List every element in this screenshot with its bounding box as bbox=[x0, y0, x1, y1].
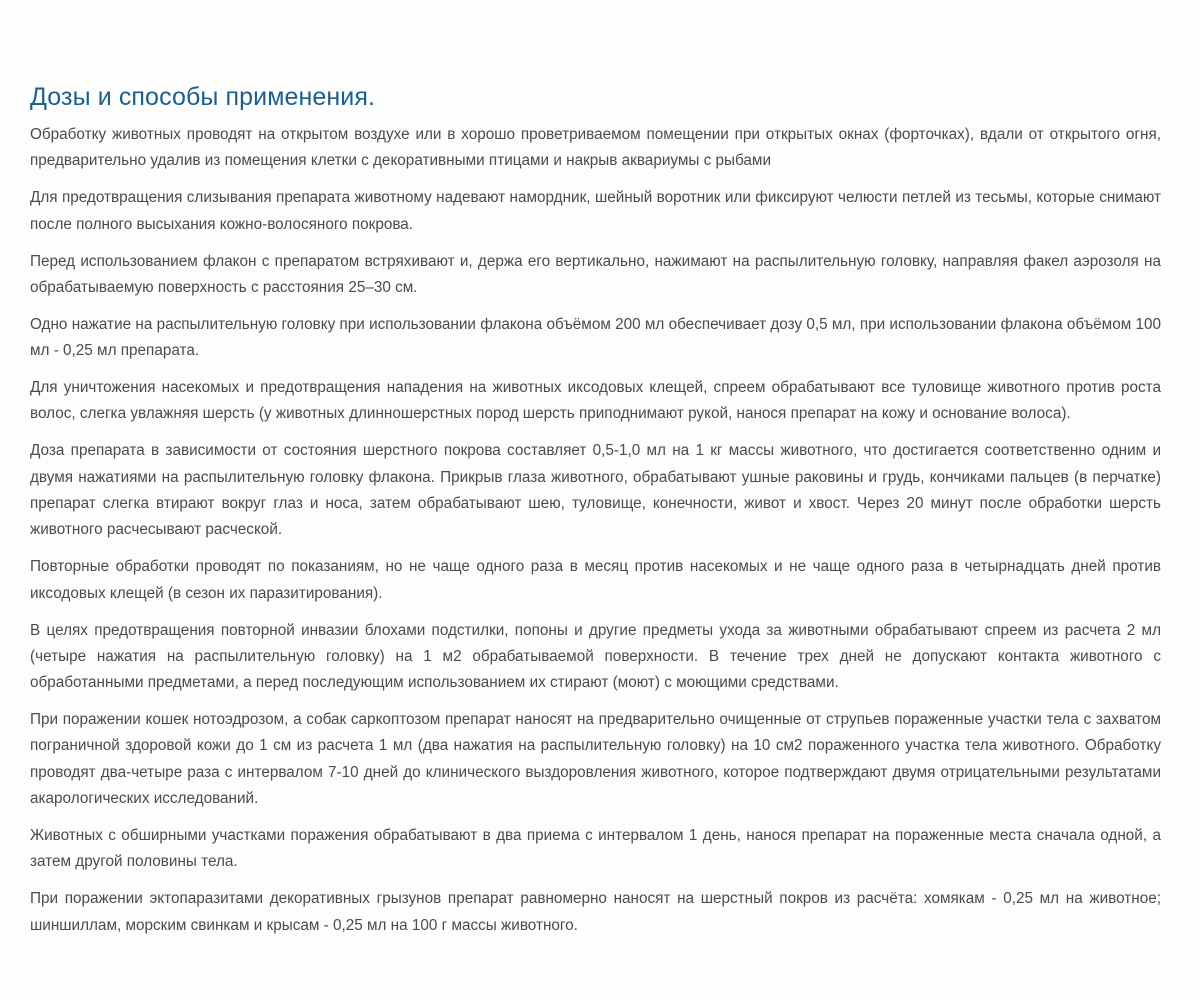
paragraph-bedding-treatment: В целях предотвращения повторной инвазии блохами подстилки, попоны и другие предметы ухода за животными обрабатывают спреем из расчета 2 мл (четыре нажатия на распылительную головку) на 1 м2 обрабатываемой поверхности. В течение трех дней не допускают контакта животного с обработанными предметами, а перед последующим использованием их стирают (моют) с моющими средствами. bbox=[30, 621, 1161, 692]
paragraph-insect-control: Для уничтожения насекомых и предотвращения нападения на животных иксодовых клещей, спреем обрабатывают все туловище животного против роста волос, слегка увлажняя шерсть (у животных длинношерстных пород шерсть приподнимают рукой, нанося препарат на кожу и основание волоса). bbox=[30, 379, 1161, 423]
paragraph-rodents-dose: При поражении эктопаразитами декоративных грызунов препарат равномерно наносят на шерстный покров из расчёта: хомякам - 0,25 мл на животное; шиншиллам, морским свинкам и крысам - 0,25 мл на 100 г массы животного. bbox=[30, 890, 1161, 934]
paragraph-repeat-treatment: Повторные обработки проводят по показаниям, но не чаще одного раза в месяц против насекомых и не чаще одного раза в четырнадцать дней против иксодовых клещей (в сезон их паразитирования). bbox=[30, 558, 1161, 602]
paragraph-mange-treatment: При поражении кошек нотоэдрозом, а собак саркоптозом препарат наносят на предварительно очищенные от струпьев пораженные участки тела с захватом пограничной здоровой кожи до 1 см из расчета 1 мл (два нажатия на распылительную головку) на 10 см2 пораженного участка тела животного. Обработку проводят два-четыре раза с интервалом 7-10 дней до клинического выздоровления животного, которое подтверждают двумя отрицательными результатами акарологических исследований. bbox=[30, 711, 1161, 808]
paragraph-licking-prevention: Для предотвращения слизывания препарата животному надевают намордник, шейный воротник или фиксируют челюсти петлей из тесьмы, которые снимают после полного высыхания кожно-волосяного покрова. bbox=[30, 189, 1161, 233]
paragraph-dose-by-coat: Доза препарата в зависимости от состояния шерстного покрова составляет 0,5-1,0 мл на 1 кг массы животного, что достигается соответственно одним и двумя нажатиями на распылительную головку флакона. Прикрыв глаза животного, обрабатывают ушные раковины и грудь, кончиками пальцев (в перчатке) препарат слегка втирают вокруг глаз и носа, затем обрабатывают шею, туловище, конечности, живот и хвост. Через 20 минут после обработки шерсть животного расчесывают расческой. bbox=[30, 442, 1161, 539]
dosage-section bbox=[30, 80, 1161, 950]
paragraph-outdoor-treatment: Обработку животных проводят на открытом воздухе или в хорошо проветриваемом помещении при открытых окнах (форточках), вдали от открытого огня, предварительно удалив из помещения клетки с декоративными птицами и накрыв аквариумы с рыбами bbox=[30, 126, 1161, 170]
section-title: Дозы и способы применения. bbox=[30, 83, 376, 111]
paragraph-spray-usage: Перед использованием флакон с препаратом встряхивают и, держа его вертикально, нажимают на распылительную головку, направляя факел аэрозоля на обрабатываемую поверхность с расстояния 25–30 см. bbox=[30, 252, 1161, 296]
paragraph-extensive-lesions: Животных с обширными участками поражения обрабатывают в два приема с интервалом 1 день, нанося препарат на пораженные места сначала одной, а затем другой половины тела. bbox=[30, 827, 1161, 871]
paragraph-single-press-dose: Одно нажатие на распылительную головку при использовании флакона объёмом 200 мл обеспечивает дозу 0,5 мл, при использовании флакона объёмом 100 мл - 0,25 мл препарата. bbox=[30, 315, 1161, 360]
